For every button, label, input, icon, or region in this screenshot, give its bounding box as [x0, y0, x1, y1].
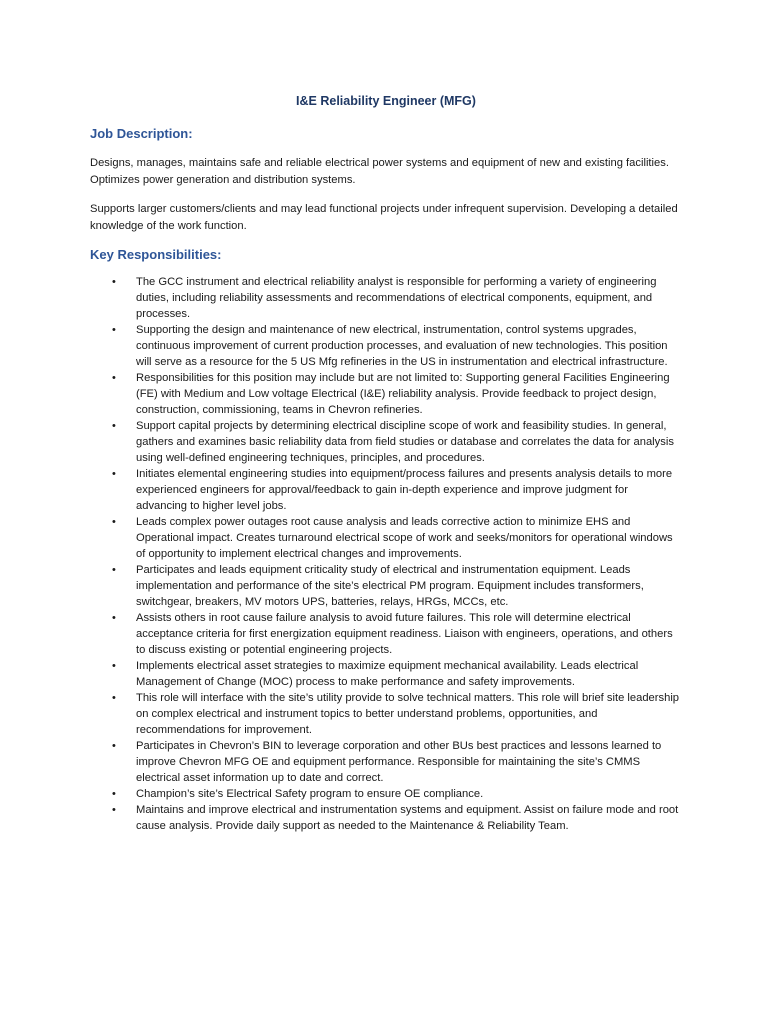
list-item	[112, 466, 682, 514]
list-item	[112, 610, 682, 658]
list-item	[112, 274, 682, 322]
bullet-icon: •	[112, 420, 116, 432]
bullet-icon: •	[112, 660, 116, 672]
list-item-text: Responsibilities for this position may include but are not limited to: Supporting general Facilities Engineering (FE) with Medium and Low voltage Electrical (I&E) reliability analysis. Provide feedback to project design, construction, commissioning, teams in Chevron refineries.	[136, 372, 670, 416]
list-item	[112, 418, 682, 466]
bullet-icon: •	[112, 468, 116, 480]
list-item-text: Implements electrical asset strategies to maximize equipment mechanical availability. Leads electrical Management of Change (MOC) process to make performance and safety improvements.	[136, 660, 639, 688]
responsibilities-list	[90, 274, 682, 834]
list-item	[112, 562, 682, 610]
list-item	[112, 514, 682, 562]
bullet-icon: •	[112, 564, 116, 576]
job-description-paragraph-2: Supports larger customers/clients and may lead functional projects under infrequent supervision. Developing a detailed knowledge of the work function.	[90, 203, 678, 232]
bullet-icon: •	[112, 612, 116, 624]
bullet-icon: •	[112, 324, 116, 336]
list-item-text: Supporting the design and maintenance of new electrical, instrumentation, control systems upgrades, continuous improvement of current production processes, and evaluation of new technologies. This position will serve as a resource for the 5 US Mfg refineries in the US in instrumentation and electrical infrastructure.	[136, 324, 668, 368]
list-item-text: Assists others in root cause failure analysis to avoid future failures. This role will determine electrical acceptance criteria for first energization equipment readiness. Liaison with engineers, operations, and others to discuss existing or potential engineering projects.	[136, 612, 673, 656]
list-item	[112, 738, 682, 786]
list-item-text: Initiates elemental engineering studies into equipment/process failures and presents analysis details to more experienced engineers for approval/feedback to gain in-depth experience and improve judgment for advancing to higher level jobs.	[136, 468, 673, 512]
list-item	[112, 802, 682, 834]
bullet-icon: •	[112, 372, 116, 384]
list-item-text: Participates in Chevron’s BIN to leverage corporation and other BUs best practices and lessons learned to improve Chevron MFG OE and equipment performance. Responsible for maintaining the site’s CMMS electrical asset information up to date and correct.	[136, 740, 662, 784]
job-description-heading: Job Description:	[90, 126, 193, 141]
bullet-icon: •	[112, 804, 116, 816]
list-item-text: Leads complex power outages root cause analysis and leads corrective action to minimize EHS and Operational impact. Creates turnaround electrical scope of work and seeks/monitors for operational windows of opportunity to implement electrical changes and improvements.	[136, 516, 673, 560]
job-description-paragraph-1: Designs, manages, maintains safe and reliable electrical power systems and equipment of new and existing facilities. Optimizes power generation and distribution systems.	[90, 157, 669, 186]
bullet-icon: •	[112, 276, 116, 288]
list-item-text: The GCC instrument and electrical reliability analyst is responsible for performing a variety of engineering duties, including reliability assessments and recommendations of electrical components, equipment, and processes.	[136, 276, 657, 320]
list-item	[112, 322, 682, 370]
list-item	[112, 370, 682, 418]
bullet-icon: •	[112, 788, 116, 800]
list-item-text: Support capital projects by determining electrical discipline scope of work and feasibility studies. In general, gathers and examines basic reliability data from field studies or database and correlates the data for analysis using well-defined engineering techniques, principles, and procedures.	[136, 420, 674, 464]
bullet-icon: •	[112, 740, 116, 752]
list-item-text: Champion’s site’s Electrical Safety program to ensure OE compliance.	[136, 788, 484, 800]
list-item	[112, 658, 682, 690]
list-item	[112, 690, 682, 738]
list-item	[112, 786, 682, 802]
list-item-text: Participates and leads equipment criticality study of electrical and instrumentation equipment. Leads implementation and performance of the site’s electrical PM program. Equipment includes transformers, switchgear, breakers, MV motors UPS, batteries, relays, HRGs, MCCs, etc.	[136, 564, 644, 608]
key-responsibilities-heading: Key Responsibilities:	[90, 247, 222, 262]
document-title: I&E Reliability Engineer (MFG)	[296, 94, 476, 108]
list-item-text: This role will interface with the site’s utility provide to solve technical matters. This role will brief site leadership on complex electrical and instrument topics to better understand problems, opportunities, and recommendations for improvement.	[136, 692, 680, 736]
list-item-text: Maintains and improve electrical and instrumentation systems and equipment. Assist on failure mode and root cause analysis. Provide daily support as needed to the Maintenance & Reliability Team.	[136, 804, 679, 832]
bullet-icon: •	[112, 692, 116, 704]
bullet-icon: •	[112, 516, 116, 528]
